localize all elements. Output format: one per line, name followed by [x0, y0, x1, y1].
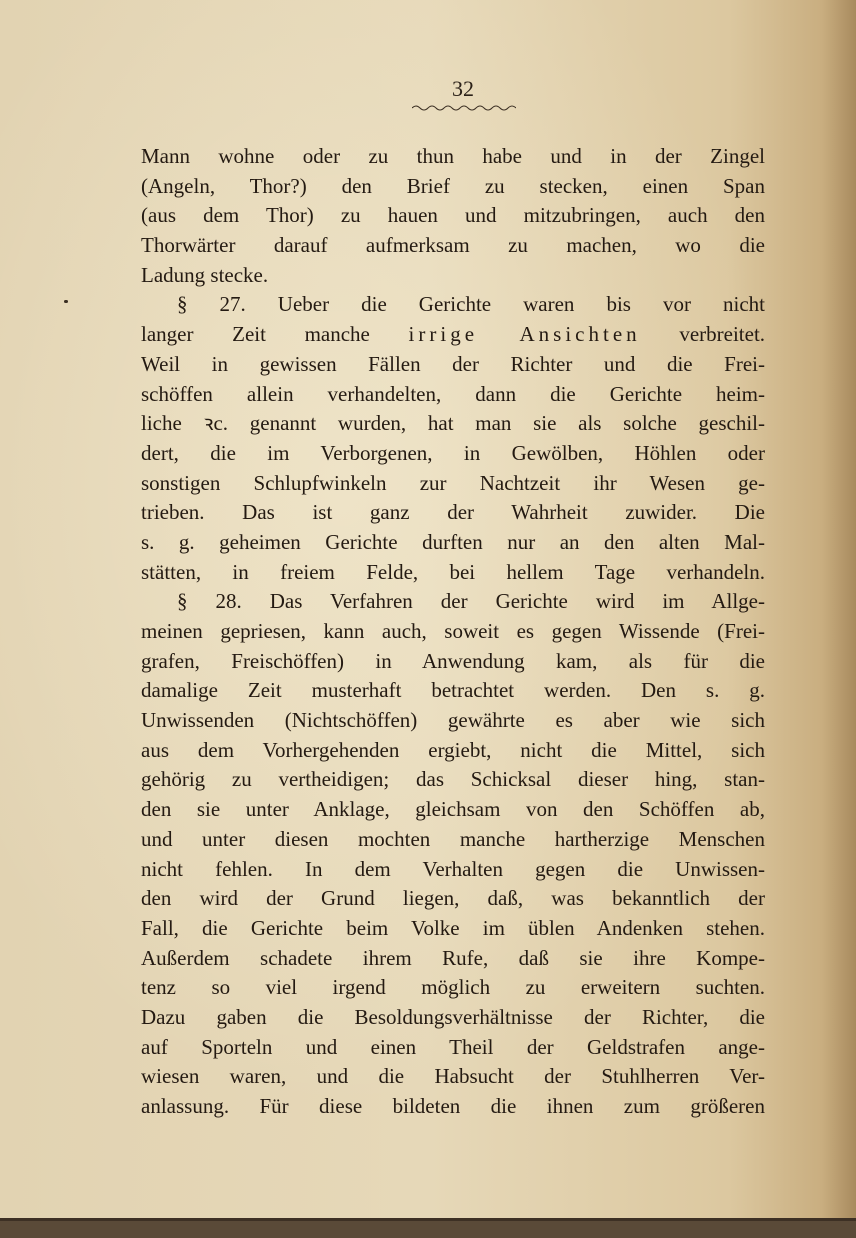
text-line: stätten, in freiem Felde, bei hellem Tage verhandeln. — [141, 559, 765, 584]
text-line: meinen gepriesen, kann auch, soweit es gegen Wissende (Frei- — [141, 619, 765, 643]
text-line: und unter diesen mochten manche hartherzige Menschen — [141, 826, 765, 851]
text-line: den wird der Grund liegen, daß, was bekanntlich der — [141, 886, 765, 911]
text-line: nicht fehlen. In dem Verhalten gegen die Unwissen- — [141, 856, 765, 881]
text-line: Unwissenden (Nichtschöffen) gewährte es aber wie sich — [141, 708, 765, 733]
text-line: trieben. Das ist ganz der Wahrheit zuwider. Die — [141, 500, 765, 525]
text-line: wiesen waren, und die Habsucht der Stuhlherren Ver- — [141, 1064, 765, 1089]
text-line: anlassung. Für diese bildeten die ihnen zum größeren — [141, 1094, 765, 1118]
text-line: gehörig zu vertheidigen; das Schicksal dieser hing, stan- — [141, 767, 765, 792]
section-27-heading-line: § 27. Ueber die Gerichte waren bis vor nicht — [177, 292, 765, 317]
ink-speck — [64, 300, 68, 303]
text-line: schöffen allein verhandelten, dann die Gerichte heim- — [141, 381, 765, 406]
text-line: Mann wohne oder zu thun habe und in der Zingel — [141, 144, 765, 168]
text-line: dert, die im Verborgenen, in Gewölben, Höhlen oder — [141, 440, 765, 465]
text-line: Dazu gaben die Besoldungsverhältnisse der Richter, die — [141, 1004, 765, 1029]
text-line: (Angeln, Thor?) den Brief zu stecken, einen Span — [141, 173, 765, 198]
text-line: s. g. geheimen Gerichte durften nur an den alten Mal- — [141, 529, 765, 554]
text-line: den sie unter Anklage, gleichsam von den Schöffen ab, — [141, 797, 765, 822]
text-line: Thorwärter darauf aufmerksam zu machen, wo die — [141, 233, 765, 258]
text-line: Fall, die Gerichte beim Volke im üblen Andenken stehen. — [141, 915, 765, 940]
text-line: (aus dem Thor) zu hauen und mitzubringen, auch den — [141, 203, 765, 228]
text-line: grafen, Freischöffen) in Anwendung kam, als für die — [141, 648, 765, 673]
text-segment: verbreitet. — [679, 322, 766, 347]
text-line: Ladung stecke. — [141, 262, 269, 287]
text-line: auf Sporteln und einen Theil der Geldstrafen ange- — [141, 1034, 765, 1059]
section-28-heading-line: § 28. Das Verfahren der Gerichte wird im Allge- — [177, 589, 765, 614]
text-line: sonstigen Schlupfwinkeln zur Nachtzeit ihr Wesen ge- — [141, 470, 765, 495]
text-line: Weil in gewissen Fällen der Richter und die Frei- — [141, 351, 765, 376]
text-line: damalige Zeit musterhaft betrachtet werden. Den s. g. — [141, 678, 765, 703]
text-line: aus dem Vorhergehenden ergiebt, nicht die Mittel, sich — [141, 737, 765, 762]
ornament-wavy-rule — [412, 104, 516, 112]
text-line: Außerdem schadete ihrem Rufe, daß sie ihre Kompe- — [141, 945, 765, 970]
text-line: tenz so viel irgend möglich zu erweitern suchten. — [141, 975, 765, 1000]
text-line: liche ꝛc. genannt wurden, hat man sie als solche geschil- — [141, 411, 765, 436]
page-number: 32 — [452, 76, 474, 101]
emphasized-text: irrige Ansichten — [408, 322, 641, 347]
text-segment: langer Zeit manche — [141, 322, 370, 347]
body-text — [141, 142, 765, 1122]
text-line — [141, 320, 765, 350]
